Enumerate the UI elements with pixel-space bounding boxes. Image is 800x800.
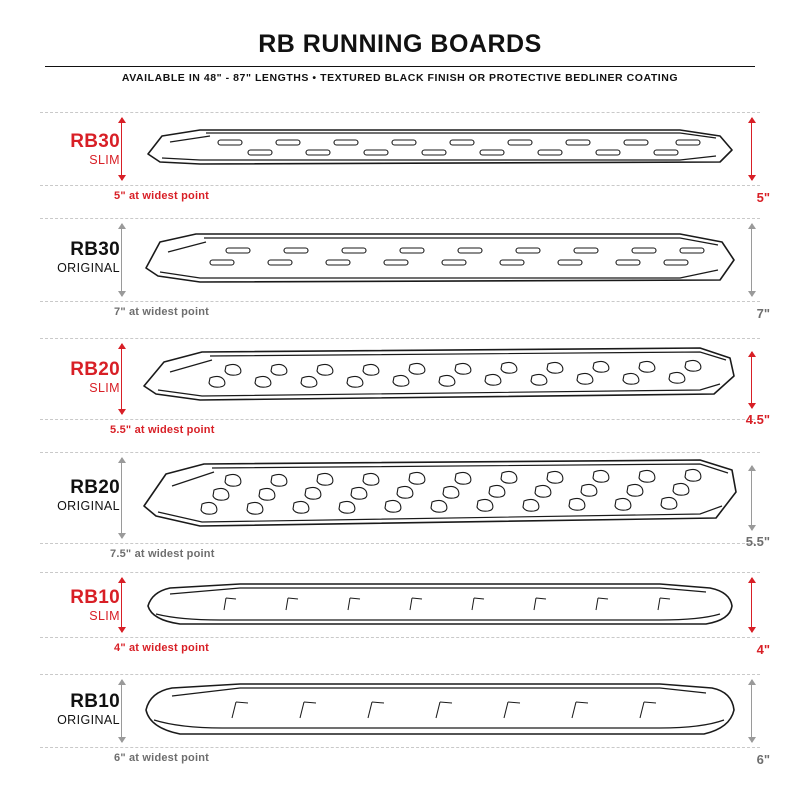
board-illustration-rb20-original: [140, 456, 740, 540]
product-variant: SLIM: [89, 153, 120, 167]
product-row-rb30-slim: [0, 112, 800, 205]
arrow-down-icon: [748, 737, 756, 743]
product-row-rb20-slim: [0, 338, 800, 436]
dimension-arrow-left: [121, 224, 122, 296]
product-row-rb10-original: [0, 674, 800, 767]
arrow-up-icon: [748, 117, 756, 123]
widest-point-text: 7.5" at widest point: [110, 548, 215, 560]
product-label-rb30-slim: [30, 132, 120, 168]
arrow-down-icon: [748, 403, 756, 409]
widest-point-text: 7" at widest point: [114, 306, 209, 318]
arrow-down-icon: [118, 627, 126, 633]
board-illustration-rb10-slim: [140, 576, 740, 634]
arrow-down-icon: [118, 737, 126, 743]
widest-point-text: 5" at widest point: [114, 190, 209, 202]
guide-line-bottom: [40, 301, 760, 302]
guide-line-bottom: [40, 637, 760, 638]
board-illustration-rb20-slim: [140, 342, 740, 416]
dimension-arrow-right: [751, 352, 752, 408]
product-model: RB30: [70, 131, 120, 152]
product-label-rb20-slim: [30, 360, 120, 396]
arrow-down-icon: [748, 525, 756, 531]
guide-line-top: [40, 338, 760, 339]
height-value: 5.5": [745, 534, 770, 549]
product-variant: SLIM: [89, 381, 120, 395]
product-model: RB20: [70, 477, 120, 498]
height-value: 6": [756, 752, 770, 767]
widest-point-text: 4" at widest point: [114, 642, 209, 654]
height-value: 4.5": [745, 412, 770, 427]
arrow-down-icon: [118, 175, 126, 181]
dimension-arrow-right: [751, 224, 752, 296]
arrow-up-icon: [118, 577, 126, 583]
product-model: RB20: [70, 359, 120, 380]
dimension-arrow-right: [751, 680, 752, 742]
guide-line-top: [40, 112, 760, 113]
arrow-down-icon: [748, 291, 756, 297]
product-label-rb30-original: [30, 240, 120, 276]
height-value: 5": [756, 190, 770, 205]
product-variant: ORIGINAL: [57, 499, 120, 513]
arrow-up-icon: [118, 223, 126, 229]
product-variant: ORIGINAL: [57, 713, 120, 727]
arrow-down-icon: [748, 627, 756, 633]
header-divider: [45, 66, 755, 67]
guide-line-top: [40, 218, 760, 219]
arrow-down-icon: [118, 409, 126, 415]
guide-line-top: [40, 452, 760, 453]
product-row-rb10-slim: [0, 572, 800, 657]
widest-point-text: 6" at widest point: [114, 752, 209, 764]
dimension-arrow-left: [121, 344, 122, 414]
arrow-down-icon: [748, 175, 756, 181]
product-model: RB10: [70, 587, 120, 608]
board-illustration-rb30-slim: [140, 116, 740, 182]
arrow-down-icon: [118, 533, 126, 539]
height-value: 4": [756, 642, 770, 657]
widest-point-text: 5.5" at widest point: [110, 424, 215, 436]
arrow-up-icon: [748, 577, 756, 583]
guide-line-bottom: [40, 419, 760, 420]
product-label-rb10-slim: [30, 588, 120, 624]
product-model: RB10: [70, 691, 120, 712]
dimension-arrow-left: [121, 458, 122, 538]
arrow-up-icon: [118, 343, 126, 349]
dimension-arrow-left: [121, 118, 122, 180]
arrow-up-icon: [118, 679, 126, 685]
guide-line-bottom: [40, 747, 760, 748]
product-row-rb20-original: [0, 452, 800, 560]
arrow-up-icon: [118, 457, 126, 463]
dimension-arrow-right: [751, 118, 752, 180]
arrow-up-icon: [748, 351, 756, 357]
arrow-down-icon: [118, 291, 126, 297]
product-model: RB30: [70, 239, 120, 260]
arrow-up-icon: [748, 223, 756, 229]
product-variant: SLIM: [89, 609, 120, 623]
board-illustration-rb30-original: [140, 222, 740, 298]
product-variant: ORIGINAL: [57, 261, 120, 275]
guide-line-bottom: [40, 185, 760, 186]
guide-line-bottom: [40, 543, 760, 544]
arrow-up-icon: [748, 679, 756, 685]
header: [0, 0, 800, 84]
dimension-arrow-left: [121, 680, 122, 742]
guide-line-top: [40, 674, 760, 675]
page-title: RB RUNNING BOARDS: [258, 30, 542, 58]
product-label-rb20-original: [30, 478, 120, 514]
height-value: 7": [756, 306, 770, 321]
product-label-rb10-original: [30, 692, 120, 728]
dimension-arrow-right: [751, 578, 752, 632]
dimension-arrow-right: [751, 466, 752, 530]
arrow-up-icon: [118, 117, 126, 123]
board-illustration-rb10-original: [140, 678, 740, 744]
arrow-up-icon: [748, 465, 756, 471]
guide-line-top: [40, 572, 760, 573]
dimension-arrow-left: [121, 578, 122, 632]
header-subtitle: AVAILABLE IN 48" - 87" LENGTHS • TEXTURED BLACK FINISH OR PROTECTIVE BEDLINER COATING: [121, 72, 679, 84]
product-row-rb30-original: [0, 218, 800, 321]
